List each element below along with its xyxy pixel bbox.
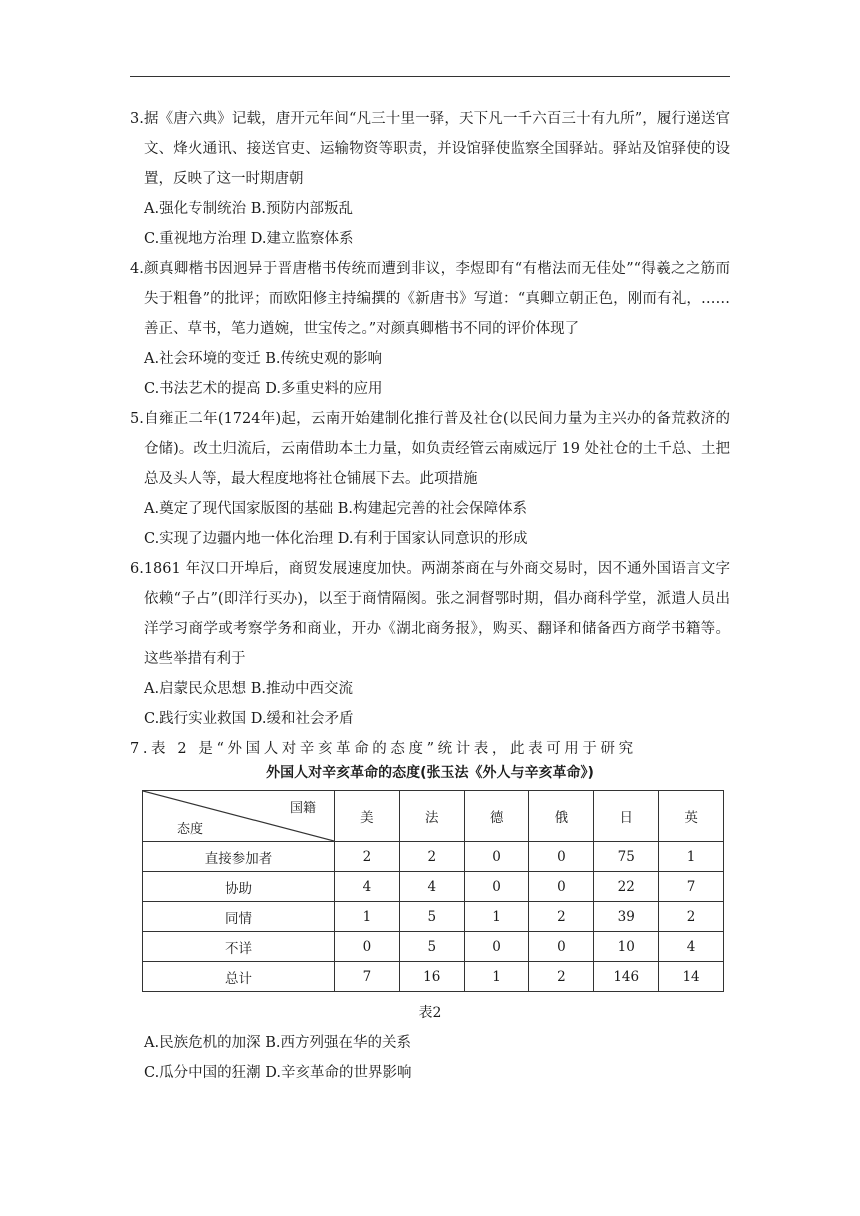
table-cell: 2 <box>529 962 594 992</box>
table-row <box>143 842 724 872</box>
table-cell: 0 <box>529 842 594 872</box>
question-stem: 3.据《唐六典》记载，唐开元年间“凡三十里一驿，天下凡一千六百三十有九所”，履行递送官文、烽火通讯、接送官吏、运输物资等职责，并设馆驿使监察全国驿站。驿站及馆驿使的设置，反映了这一时期唐朝 <box>130 111 730 187</box>
table-cell: 4 <box>399 872 464 902</box>
table-cell: 0 <box>464 932 529 962</box>
table-cell: 1 <box>659 842 724 872</box>
row-label: 不详 <box>143 932 335 962</box>
question-7 <box>130 734 730 1088</box>
question-4 <box>130 254 730 404</box>
table-cell: 4 <box>335 872 400 902</box>
option-line: C.书法艺术的提高 D.多重史料的应用 <box>144 381 383 397</box>
option-line: C.实现了边疆内地一体化治理 D.有利于国家认同意识的形成 <box>144 531 528 547</box>
row-label: 总计 <box>143 962 335 992</box>
question-stem: 5.自雍正二年(1724年)起，云南开始建制化推行普及社仓(以民间力量为主兴办的备荒救济的仓储)。改土归流后，云南借助本土力量，如负责经管云南威远厅 19 处社仓的土千总、土把总及头人等，最大程度地将社仓铺展下去。此项措施 <box>130 411 730 487</box>
question-6 <box>130 554 730 734</box>
column-header: 日 <box>594 791 659 842</box>
question-3 <box>130 104 730 254</box>
option-line: A.启蒙民众思想 B.推动中西交流 <box>144 681 353 697</box>
table-caption: 表2 <box>418 1005 442 1021</box>
table-row <box>143 902 724 932</box>
option-line: A.社会环境的变迁 B.传统史观的影响 <box>144 351 382 367</box>
option-line: C.践行实业救国 D.缓和社会矛盾 <box>144 711 354 727</box>
column-header: 德 <box>464 791 529 842</box>
table-cell: 0 <box>335 932 400 962</box>
header-rule <box>130 76 730 77</box>
table-cell: 14 <box>659 962 724 992</box>
table-cell: 146 <box>594 962 659 992</box>
table-cell: 5 <box>399 902 464 932</box>
option-line: A.强化专制统治 B.预防内部叛乱 <box>144 201 353 217</box>
column-header: 英 <box>659 791 724 842</box>
option-line: C.瓜分中国的狂潮 D.辛亥革命的世界影响 <box>144 1065 412 1081</box>
table-cell: 75 <box>594 842 659 872</box>
table-cell: 0 <box>529 872 594 902</box>
header-nationality: 国籍 <box>289 801 316 816</box>
table-cell: 2 <box>529 902 594 932</box>
table-cell: 5 <box>399 932 464 962</box>
table-cell: 22 <box>594 872 659 902</box>
table-cell: 16 <box>399 962 464 992</box>
column-header: 美 <box>335 791 400 842</box>
question-stem: 6.1861 年汉口开埠后，商贸发展速度加快。两湖茶商在与外商交易时，因不通外国语言文字依赖“子占”(即洋行买办)，以至于商情隔阂。张之洞督鄂时期，倡办商科学堂，派遣人员出洋学习商学或考察学务和商业，开办《湖北商务报》，购买、翻译和储备西方商学书籍等。这些举措有利于 <box>130 561 730 667</box>
table-title: 外国人对辛亥革命的态度(张玉法《外人与辛亥革命》) <box>266 765 594 781</box>
option-line: A.民族危机的加深 B.西方列强在华的关系 <box>144 1035 411 1051</box>
question-stem: 4.颜真卿楷书因迥异于晋唐楷书传统而遭到非议，李煜即有“有楷法而无佳处”“得羲之之筋而失于粗鲁”的批评；而欧阳修主持编撰的《新唐书》写道：“真卿立朝正色，刚而有礼，……善正、草书，笔力遒婉，世宝传之。”对颜真卿楷书不同的评价体现了 <box>130 261 730 337</box>
header-attitude: 态度 <box>177 822 204 837</box>
question-5 <box>130 404 730 554</box>
table-cell: 2 <box>335 842 400 872</box>
column-header: 法 <box>399 791 464 842</box>
table-row <box>143 872 724 902</box>
table-cell: 2 <box>399 842 464 872</box>
table-cell: 4 <box>659 932 724 962</box>
question-stem: 7.表 2 是“外国人对辛亥革命的态度”统计表，此表可用于研究 <box>130 741 637 757</box>
diagonal-header-cell <box>143 791 335 842</box>
exam-content <box>130 104 730 1088</box>
table-cell: 2 <box>659 902 724 932</box>
option-line: A.奠定了现代国家版图的基础 B.构建起完善的社会保障体系 <box>144 501 527 517</box>
table-cell: 39 <box>594 902 659 932</box>
table-cell: 0 <box>464 872 529 902</box>
table-cell: 1 <box>335 902 400 932</box>
row-label: 协助 <box>143 872 335 902</box>
row-label: 同情 <box>143 902 335 932</box>
table-row <box>143 962 724 992</box>
table-cell: 1 <box>464 902 529 932</box>
table-cell: 7 <box>335 962 400 992</box>
table-cell: 10 <box>594 932 659 962</box>
attitude-table <box>142 790 724 992</box>
option-line: C.重视地方治理 D.建立监察体系 <box>144 231 354 247</box>
table-cell: 0 <box>464 842 529 872</box>
table-cell: 0 <box>529 932 594 962</box>
table-header-row <box>143 791 724 842</box>
table-row <box>143 932 724 962</box>
column-header: 俄 <box>529 791 594 842</box>
row-label: 直接参加者 <box>143 842 335 872</box>
table-cell: 7 <box>659 872 724 902</box>
table-cell: 1 <box>464 962 529 992</box>
